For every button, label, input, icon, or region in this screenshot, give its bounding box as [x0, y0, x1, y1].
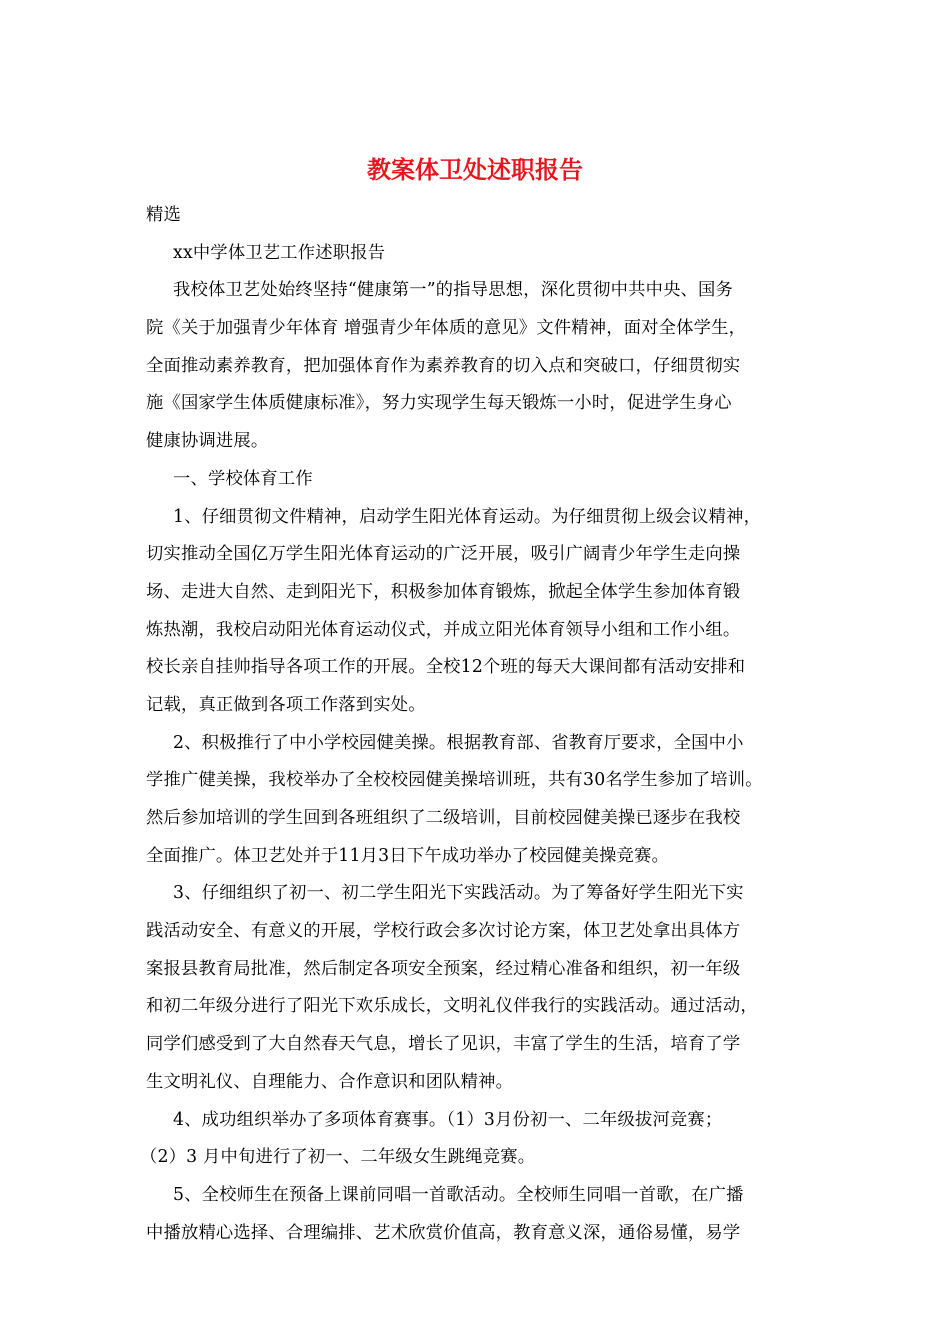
text-line: 我校体卫艺处始终坚持“健康第一”的指导思想，深化贯彻中共中央、国务 — [173, 280, 733, 301]
text-line: 然后参加培训的学生回到各班组织了二级培训，目前校园健美操已逐步在我校 — [146, 808, 741, 828]
text-line: 中播放精心选择、合理编排、艺术欣赏价值高，教育意义深，通俗易懂，易学 — [146, 1222, 741, 1243]
text-line: xx中学体卫艺工作述职报告 — [173, 242, 386, 263]
text-line: 全面推广。体卫艺处并于11月3日下午成功举办了校园健美操竞赛。 — [146, 845, 670, 866]
document-title: 教案体卫处述职报告 — [367, 155, 583, 184]
text-line: 一、学校体育工作 — [173, 468, 313, 489]
text-line: 院《关于加强青少年体育 增强青少年体质的意见》文件精神，面对全体学生， — [146, 318, 747, 339]
document-body — [140, 197, 806, 1252]
text-line: 精选 — [146, 205, 181, 225]
text-line: 炼热潮，我校启动阳光体育运动仪式，并成立阳光体育领导小组和工作小组。 — [146, 619, 741, 640]
text-line: 健康协调进展。 — [146, 431, 269, 452]
text-line: 全面推动素养教育，把加强体育作为素养教育的切入点和突破口，仔细贯彻实 — [146, 355, 741, 376]
text-line: 学推广健美操，我校举办了全校校园健美操培训班，共有30名学生参加了培训。 — [146, 770, 763, 791]
text-line: 校长亲自挂帅指导各项工作的开展。全校12个班的每天大课间都有活动安排和 — [146, 657, 746, 678]
text-line: 2、积极推行了中小学校园健美操。根据教育部、省教育厅要求，全国中小 — [173, 732, 744, 753]
text-line: （2）3 月中旬进行了初一、二年级女生跳绳竞赛。 — [140, 1147, 536, 1168]
text-line: 和初二年级分进行了阳光下欢乐成长，文明礼仪伴我行的实践活动。通过活动， — [146, 996, 758, 1017]
text-line: 切实推动全国亿万学生阳光体育运动的广泛开展，吸引广阔青少年学生走向操 — [146, 544, 741, 565]
text-line: 记载，真正做到各项工作落到实处。 — [146, 694, 426, 715]
text-line: 场、走进大自然、走到阳光下，积极参加体育锻炼，掀起全体学生参加体育锻 — [146, 581, 741, 602]
text-line: 同学们感受到了大自然春天气息，增长了见识，丰富了学生的生活，培育了学 — [146, 1034, 741, 1055]
text-line: 4、成功组织举办了多项体育赛事。（1）3月份初一、二年级拔河竞赛； — [173, 1109, 723, 1130]
text-line: 案报县教育局批准，然后制定各项安全预案，经过精心准备和组织，初一年级 — [146, 958, 741, 979]
text-line: 生文明礼仪、自理能力、合作意识和团队精神。 — [146, 1071, 514, 1092]
text-line: 践活动安全、有意义的开展，学校行政会多次讨论方案，体卫艺处拿出具体方 — [146, 921, 741, 942]
text-line: 5、全校师生在预备上课前同唱一首歌活动。全校师生同唱一首歌，在广播 — [173, 1184, 744, 1205]
text-line: 施《国家学生体质健康标准》，努力实现学生每天锻炼一小时，促进学生身心 — [146, 393, 732, 414]
text-line: 3、仔细组织了初一、初二学生阳光下实践活动。为了筹备好学生阳光下实 — [173, 883, 744, 904]
text-line: 1、仔细贯彻文件精神，启动学生阳光体育运动。为仔细贯彻上级会议精神， — [173, 506, 762, 527]
